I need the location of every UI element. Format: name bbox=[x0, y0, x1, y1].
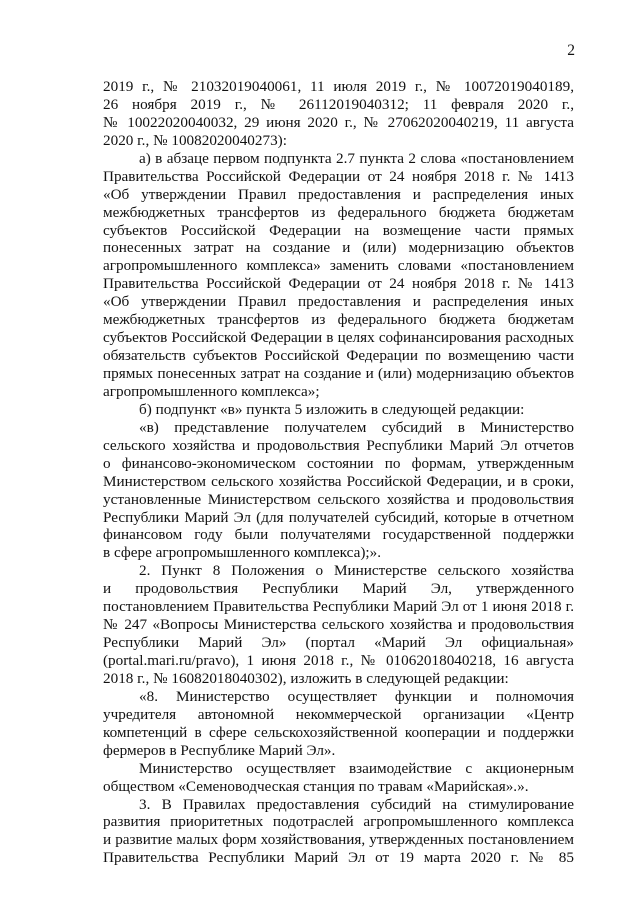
text-line: б) подпункт «в» пункта 5 изложить в следующей редакции: bbox=[139, 400, 525, 418]
text-line: а) в абзаце первом подпункта 2.7 пункта 2 слова «постановлением bbox=[139, 149, 574, 167]
text-line: и развитие малых форм хозяйствования, утвержденных постановлением bbox=[103, 831, 574, 849]
text-line: компетенций в сфере сельскохозяйственной кооперации и поддержки bbox=[103, 723, 574, 741]
text-line: 2020 г., № 10082020040273): bbox=[103, 131, 287, 149]
text-line: № 10022020040032, 29 июня 2020 г., № 27062020040219, 11 августа bbox=[103, 113, 574, 131]
text-line: обязательств субъектов Российской Федерации по возмещению части bbox=[103, 347, 574, 365]
text-line: прямых понесенных затрат на создание и (или) модернизацию объектов bbox=[103, 365, 574, 382]
text-line: обществом «Семеноводческая станция по травам «Марийская».». bbox=[103, 777, 529, 795]
text-line: «в) представление получателем субсидий в Министерство bbox=[139, 418, 574, 436]
text-line: развития приоритетных подотраслей агропромышленного комплекса bbox=[103, 813, 574, 831]
text-line: фермеров в Республике Марий Эл». bbox=[103, 741, 336, 759]
text-line: в сфере агропромышленного комплекса);». bbox=[103, 544, 382, 562]
text-line: 2019 г., № 21032019040061, 11 июля 2019 г., № 10072019040189, bbox=[103, 78, 574, 95]
text-line: Республики Марий Эл» (портал «Марий Эл официальная» bbox=[103, 634, 574, 652]
text-line: учредителя автономной некоммерческой организации «Центр bbox=[103, 705, 574, 723]
text-line: установленные Министерством сельского хозяйства и продовольствия bbox=[103, 490, 574, 508]
text-line: 2018 г., № 16082018040302), изложить в следующей редакции: bbox=[103, 669, 509, 687]
text-line: № 247 «Вопросы Министерства сельского хозяйства и продовольствия bbox=[103, 616, 574, 634]
text-line: субъектов Российской Федерации на возмещение части прямых bbox=[103, 221, 574, 239]
text-line: «Об утверждении Правил предоставления и распределения иных bbox=[103, 293, 574, 311]
text-line: 2. Пункт 8 Положения о Министерстве сельского хозяйства bbox=[139, 562, 574, 580]
text-line: «Об утверждении Правил предоставления и распределения иных bbox=[103, 185, 574, 203]
text-line: «8. Министерство осуществляет функции и полномочия bbox=[139, 687, 574, 705]
text-line: (portal.mari.ru/pravo), 1 июня 2018 г., № 01062018040218, 16 августа bbox=[103, 652, 574, 669]
text-line: Министерство осуществляет взаимодействие с акционерным bbox=[139, 759, 574, 777]
text-line: субъектов Российской Федерации в целях софинансирования расходных bbox=[103, 329, 574, 347]
text-line: 26 ноября 2019 г., № 26112019040312; 11 февраля 2020 г., bbox=[103, 95, 574, 113]
text-line: межбюджетных трансфертов из федерального бюджета бюджетам bbox=[103, 311, 574, 329]
text-line: Правительства Российской Федерации от 24 ноября 2018 г. № 1413 bbox=[103, 275, 574, 293]
text-line: агропромышленного комплекса» заменить словами «постановлением bbox=[103, 257, 574, 275]
text-line: постановлением Правительства Республики Марий Эл от 1 июня 2018 г. bbox=[103, 598, 574, 616]
page-number: 2 bbox=[567, 42, 575, 59]
text-line: финансовом году были получателями государственной поддержки bbox=[103, 526, 574, 544]
text-line: Правительства Российской Федерации от 24 ноября 2018 г. № 1413 bbox=[103, 167, 574, 185]
document-body bbox=[103, 78, 574, 867]
text-line: и продовольствия Республики Марий Эл, утвержденного bbox=[103, 580, 574, 598]
text-line: Министерством сельского хозяйства Российской Федерации, и в сроки, bbox=[103, 472, 574, 490]
text-line: сельского хозяйства и продовольствия Республики Марий Эл отчетов bbox=[103, 436, 574, 454]
text-line: Республики Марий Эл (для получателей субсидий, которые в отчетном bbox=[103, 508, 574, 526]
text-line: межбюджетных трансфертов из федерального бюджета бюджетам bbox=[103, 203, 574, 221]
text-line: понесенных затрат на создание и (или) модернизацию объектов bbox=[103, 239, 574, 257]
text-line: 3. В Правилах предоставления субсидий на стимулирование bbox=[139, 795, 574, 813]
text-line: Правительства Республики Марий Эл от 19 марта 2020 г. № 85 bbox=[103, 849, 574, 867]
text-line: агропромышленного комплекса»; bbox=[103, 382, 320, 400]
text-line: о финансово-экономическом состоянии по формам, утвержденным bbox=[103, 454, 574, 472]
